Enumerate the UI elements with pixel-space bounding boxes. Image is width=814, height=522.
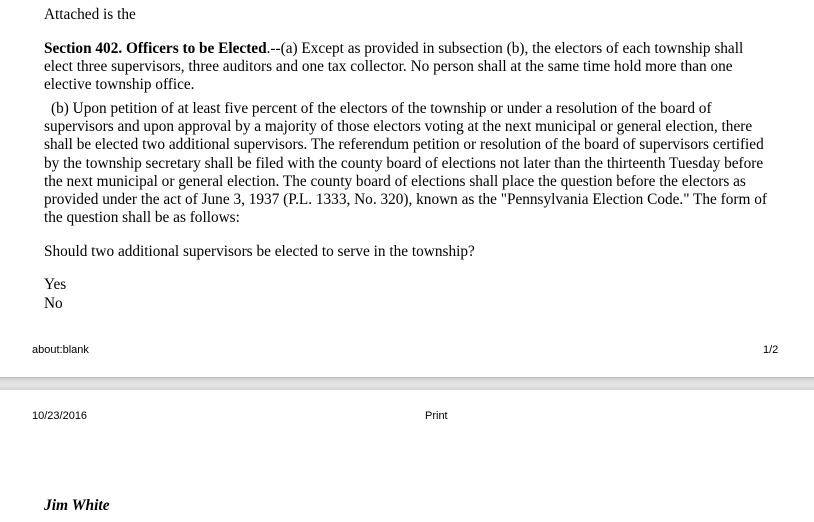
option-yes: Yes xyxy=(44,276,67,293)
paragraph-b: (b) Upon petition of at least five percent of the electors of the township or under a resolution of the board of supervisors and upon approval by a majority of those electors voting at the next municipal or general election, there shall be elected two additional supervisors. The referendum petition or resolution of the board of supervisors certified by the township secretary shall be filed with the county board of elections not later than the thirteenth Tuesday before the next municipal or general election. The county board of elections shall place the question before the electors as provided under the act of June 3, 1937 (P.L. 1333, No. 320), known as the "Pennsylvania Election Code." The form of the question shall be as follows: xyxy=(44,100,767,227)
print-page-2 xyxy=(0,390,814,522)
option-no: No xyxy=(44,295,63,312)
ballot-question: Should two additional supervisors be elected to serve in the township? xyxy=(44,243,475,260)
section-heading: Section 402. Officers to be Elected xyxy=(44,40,267,57)
footer-page-number: 1/2 xyxy=(763,344,779,356)
signature-name: Jim White xyxy=(44,497,110,514)
section-402-paragraph xyxy=(44,40,774,95)
page-separator xyxy=(0,377,814,390)
header-date: 10/23/2016 xyxy=(32,410,88,422)
footer-url: about:blank xyxy=(32,344,89,356)
intro-text: Attached is the xyxy=(44,6,136,23)
section-text: .--(a) Except as provided in subsection (b), the electors of each township shall elect three supervisors, three auditors and one tax collector. No person shall at the same time hold more than one elective township office. xyxy=(44,40,744,94)
header-title: Print xyxy=(425,410,448,422)
